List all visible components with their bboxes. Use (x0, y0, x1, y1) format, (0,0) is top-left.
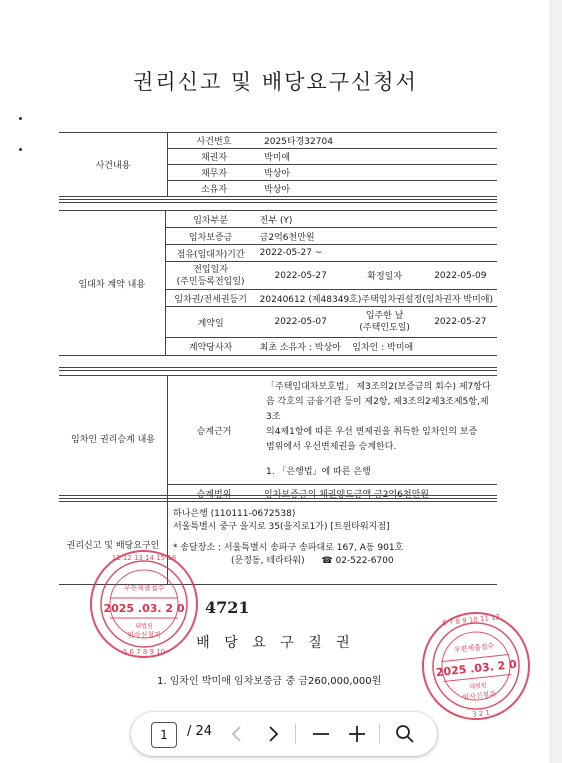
chevron-left-icon[interactable] (223, 720, 251, 748)
stamp-org: 대법원 (469, 681, 488, 691)
basis-line: 의4제1항에 따른 우선 변제권을 취득한 임차인의 보증 (266, 427, 478, 437)
receipt-stamp-left (88, 548, 200, 664)
page-total: / 24 (187, 724, 213, 739)
field-value: 박상아 (260, 181, 497, 197)
phone-icon: ☎ (321, 556, 333, 566)
receipt-stamp-right (420, 610, 532, 726)
field-label: 채권자 (168, 149, 261, 165)
field-value: 박상아 (260, 165, 497, 181)
claimant-line: 서울특별시 중구 을지로 35(을지로1가) [트윈타워지점] (173, 522, 390, 532)
field-value: 2025타경32704 (260, 133, 497, 149)
stamp-date: 2025 .03. 2 0 (435, 657, 518, 680)
svg-text:11 12 13 14 15 16: 11 12 13 14 15 16 (111, 554, 177, 562)
section-divider (59, 367, 497, 371)
field-value: 2022-05-27 ~ (256, 245, 497, 262)
movein-label: 전입일자 (193, 264, 229, 275)
field-value: 20240612 (제48349호)주택임차권설정(임차권자 박미애) (256, 290, 497, 307)
field-label: 임차보증금 (165, 228, 256, 245)
field-value: 임차보증금의 채권양도금액 금2억6천만원 (260, 485, 497, 502)
claimant-line (173, 555, 403, 568)
field-label: 사건번호 (168, 133, 261, 149)
stamp-dept: 임사신청과 (461, 690, 497, 702)
field-value: 2022-05-07 (256, 307, 346, 338)
zoom-in-icon[interactable] (343, 720, 371, 748)
basis-line: 「주택임대차보호법」 제3조의2(보증금의 회수) 제7항다 (266, 382, 491, 392)
field-value: 2022-05-27 (256, 262, 346, 290)
document-subtitle: 배 당 요 구 질 권 (196, 635, 355, 651)
registration-number: 4721 (205, 598, 250, 617)
field-value: 2022-05-09 (424, 262, 497, 290)
section-divider (59, 199, 497, 203)
section-label: 임대차 계약 내용 (59, 211, 165, 356)
phone-number: 02-522-6700 (335, 556, 394, 566)
field-label: 임차권/전세권등기 (165, 290, 256, 307)
toolbar-separator (295, 724, 296, 744)
section-label: 권리신고 및 배당요구인 (66, 541, 160, 551)
svg-text:5 6 7 8 9 10: 5 6 7 8 9 10 (122, 648, 166, 656)
svg-text:6 7 8 9 10 11 12: 6 7 8 9 10 11 12 (441, 613, 501, 628)
field-label (165, 262, 256, 290)
stamp-graphic (88, 548, 200, 660)
stamp-org: 대법원 (135, 623, 153, 630)
stamp-label: 우편제출접수 (123, 584, 165, 592)
svg-text:3 2 1: 3 2 1 (471, 708, 491, 719)
field-value: 전부 (Y) (256, 211, 497, 228)
field-value: 최초 소유자 : 박상아 임차인 : 박미애 (256, 338, 497, 356)
field-label: 채무자 (168, 165, 261, 181)
margin-dot (19, 148, 22, 151)
succession-table (59, 375, 497, 502)
movein-sublabel: (주민등록전입일) (176, 276, 245, 287)
basis-line: 범위에서 우선변제권을 승계한다. (266, 442, 397, 452)
basis-item: 1. 「은행법」에 따른 은행 (266, 467, 371, 477)
field-value: 2022-05-27 (424, 307, 497, 338)
chevron-right-icon[interactable] (259, 720, 287, 748)
pdf-toolbar (131, 712, 437, 756)
lease-contract-table (59, 210, 497, 356)
field-value: 박미애 (260, 149, 497, 165)
field-label: 임차부분 (165, 211, 256, 228)
field-label: 계약일 (165, 307, 256, 338)
field-label: 계약당사자 (165, 338, 256, 356)
field-value: 금2억6천만원 (256, 228, 497, 245)
claimant-details (173, 508, 403, 568)
field-label: 승계근거 (168, 376, 261, 485)
claim-item: 1. 임차인 박미애 임차보증금 중 금260,000,000원 (157, 676, 382, 687)
claimant-line: 하나은행 (110111-0672538) (173, 509, 296, 519)
stamp-dept: 임사신청과 (127, 631, 161, 639)
field-label: 확정일자 (346, 262, 424, 290)
page-number-input[interactable]: 1 (151, 722, 177, 748)
basis-line: 음 각호의 금융기관 등이 제2항, 제3조의2제3조제5항,제3조 (266, 397, 489, 422)
vertical-scrollbar[interactable] (550, 0, 562, 763)
claimant-line: * 송달장소 : 서울특별시 송파구 송파대로 167, A동 901호 (173, 543, 404, 553)
field-label: 점유(임대차)기간 (165, 245, 256, 262)
margin-dot (19, 117, 22, 120)
handover-label: 입주한 날 (365, 311, 404, 321)
document-title: 권리신고 및 배당요구신청서 (133, 70, 418, 94)
field-label (346, 307, 424, 338)
stamp-date: 2025 .03. 2 0 (103, 602, 185, 615)
zoom-out-icon[interactable] (307, 720, 335, 748)
field-label: 승계범위 (168, 485, 261, 502)
section-label: 사건내용 (59, 133, 168, 197)
case-info-table (59, 132, 497, 197)
address-detail: (문정동, 테라타워) (231, 556, 305, 566)
field-label: 소유자 (168, 181, 261, 197)
section-label: 임차인 권리승계 내용 (59, 376, 168, 502)
stamp-label: 우편제출접수 (453, 641, 495, 655)
succession-basis (260, 376, 497, 485)
stamp-graphic (420, 610, 532, 722)
section-divider (59, 495, 497, 499)
handover-sublabel: (주택인도일) (359, 323, 410, 333)
toolbar-separator (379, 724, 380, 744)
search-icon[interactable] (391, 720, 419, 748)
